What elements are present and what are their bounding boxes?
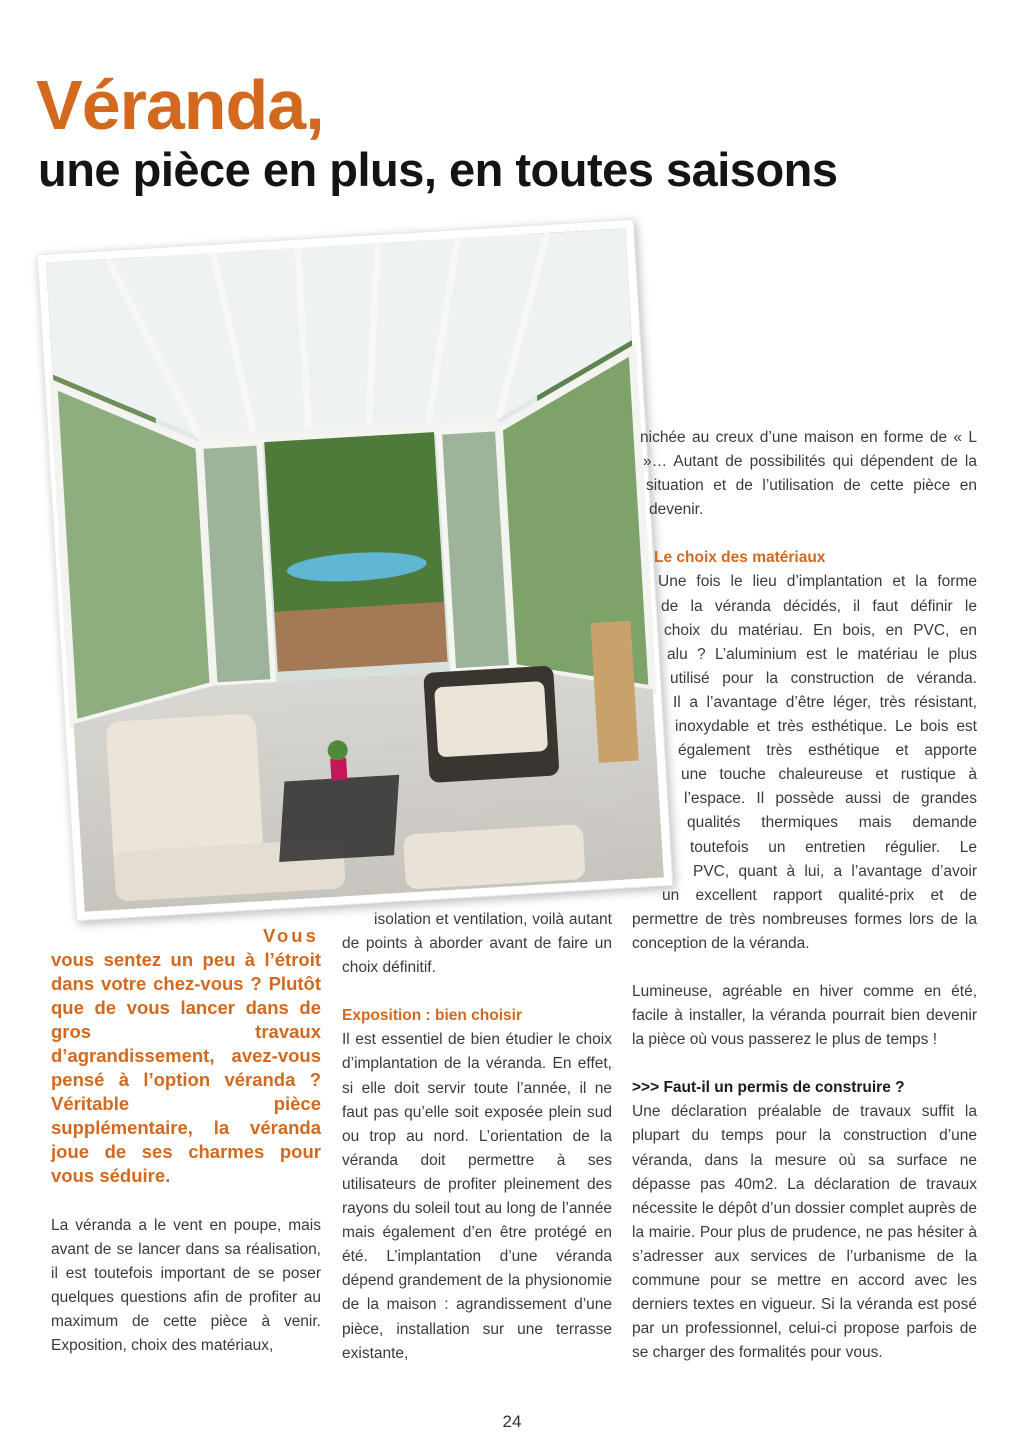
- column-1: [51, 1214, 321, 1359]
- text-line: nichée au creux d’une maison en forme de « L: [640, 429, 977, 446]
- intro-paragraph: La véranda a le vent en poupe, mais avant de se lancer dans sa réalisation, il est toutefois important de se poser quelques questions afin de profiter au maximum de cette pièce à venir. Exposition, choix des matériaux,: [51, 1217, 321, 1355]
- lead-paragraph: [51, 924, 321, 1188]
- text-line: choix du matériau. En bois, en PVC, en: [664, 621, 977, 639]
- lead-text: vous sentez un peu à l’étroit dans votre chez-vous ? Plutôt que de vous lancer dans de gros travaux d’agrandissement, avez-vous pensé à l’option véranda ? Véritable pièce supplémentaire, la véranda joue de ses charmes pour vous séduire.: [51, 949, 321, 1186]
- lead-first-word: Vous: [263, 925, 319, 946]
- text-line: permettre de très nombreuses formes lors de la: [632, 910, 977, 928]
- permis-heading: >>> Faut-il un permis de construire ?: [632, 1079, 905, 1097]
- column-3-top: [632, 426, 977, 956]
- intro-continued-paragraph: isolation et ventilation, voilà autant de points à aborder avant de faire un choix définitif.: [342, 911, 612, 977]
- article-subtitle: une pièce en plus, en toutes saisons: [38, 143, 838, 196]
- exposition-heading: Exposition : bien choisir: [342, 1007, 522, 1025]
- column-2: [342, 908, 612, 1366]
- text-line: alu ? L’aluminium est le matériau le plus: [667, 645, 977, 663]
- spacer: [632, 1052, 977, 1076]
- text-line: Il a l’avantage d’être léger, très résistant,: [673, 693, 977, 711]
- permis-paragraph: Une déclaration préalable de travaux suffit la plupart du temps pour la construction d’une véranda, dans la mesure où sa surface ne dépasse pas 40m2. La déclaration de travaux nécessite le dépôt d’un dossier complet auprès de la mairie. Pour plus de prudence, ne pas hésiter à s’adresser aux services de l’urbanisme de la commune pour se mettre en accord avec les derniers textes en vigueur. Si la véranda est posé par un professionnel, celui-ci propose parfois de se charger des formalités pour vous.: [632, 1103, 977, 1362]
- text-line: également très esthétique et apporte: [678, 742, 977, 760]
- text-line: »… Autant de possibilités qui dépendent de la: [643, 453, 977, 471]
- text-line: PVC, quant à lui, a l’avantage d’avoir: [693, 862, 977, 880]
- article-title: Véranda,: [36, 66, 324, 144]
- spacer: [342, 980, 612, 1004]
- veranda-photo: [37, 219, 674, 921]
- text-line: devenir.: [649, 501, 704, 519]
- exposition-paragraph: Il est essentiel de bien étudier le choix d’implantation de la véranda. En effet, si elle doit servir toute l’année, il ne faut pas qu’elle soit exposée plein sud ou trop au nord. L’orientation de la véranda doit permettre à ses utilisateurs de profiter pleinement des rayons du soleil tout au long de l’année mais également d’en être protégé en été. L’implantation d’une véranda dépend grandement de la physionomie de la maison : agrandissement d’une pièce, installation sur une terrasse existante,: [342, 1031, 612, 1362]
- continued-text: [640, 426, 977, 522]
- text-line: inoxydable et très esthétique. Le bois est: [675, 718, 977, 736]
- text-line: l’espace. Il possède aussi de grandes: [684, 790, 977, 808]
- page-number: 24: [502, 1412, 522, 1431]
- text-line: toutefois un entretien régulier. Le: [690, 838, 977, 856]
- materiaux-text: [632, 570, 977, 956]
- column-3-bottom: [632, 980, 977, 1365]
- text-line: qualités thermiques mais demande: [687, 814, 977, 832]
- text-line: un excellent rapport qualité-prix et de: [662, 886, 977, 904]
- text-line: situation et de l’utilisation de cette pièce en: [646, 477, 977, 495]
- text-line: utilisé pour la construction de véranda.: [670, 669, 977, 687]
- text-line: Une fois le lieu d’implantation et la forme: [658, 573, 977, 591]
- text-line: de la véranda décidés, il faut définir le: [661, 597, 977, 615]
- materiaux-heading: Le choix des matériaux: [654, 549, 826, 567]
- conclusion-paragraph: Lumineuse, agréable en hiver comme en été, facile à installer, la véranda pourrait bien devenir la pièce où vous passerez le plus de temps !: [632, 983, 977, 1049]
- veranda-photo-illustration: [38, 220, 672, 920]
- text-line: une touche chaleureuse et rustique à: [681, 766, 977, 784]
- text-line: conception de la véranda.: [632, 934, 810, 952]
